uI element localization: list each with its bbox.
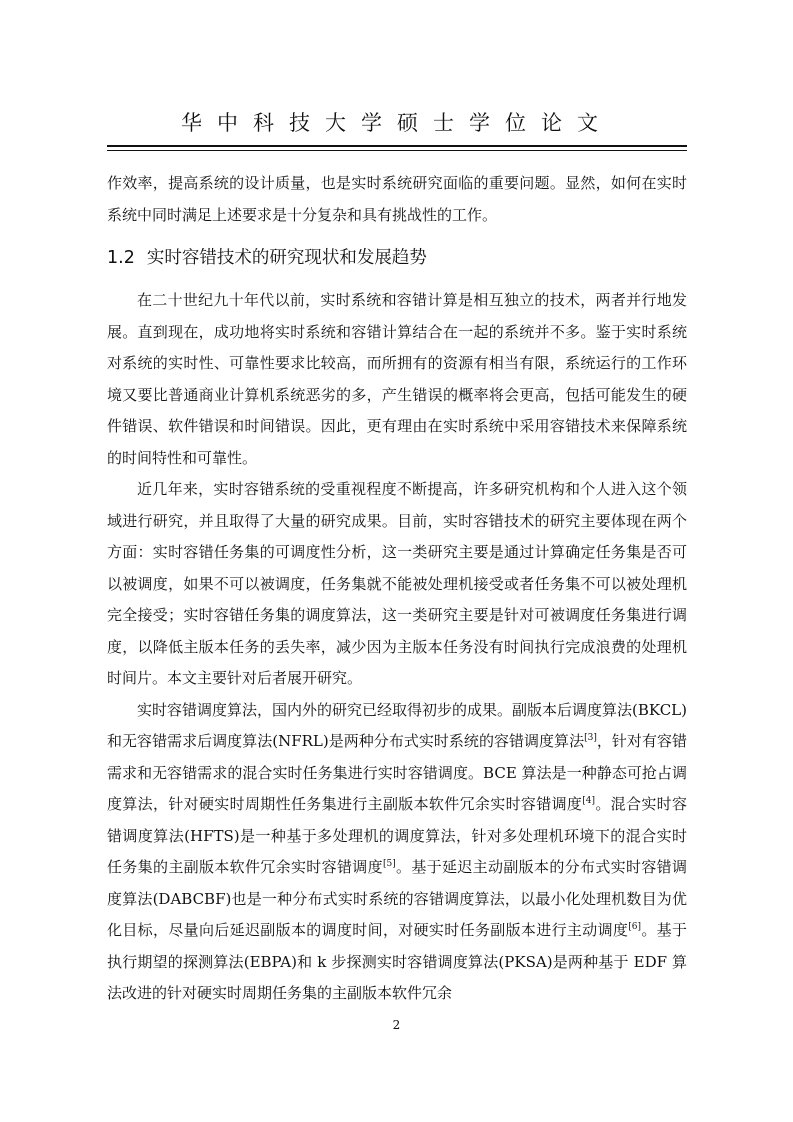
citation-ref: [5] — [382, 859, 396, 869]
citation-ref: [3] — [584, 733, 597, 743]
body-text — [107, 168, 687, 1010]
header-rule-thin — [107, 150, 687, 151]
running-header: 华中科技大学硕士学位论文 — [181, 111, 613, 135]
section-number: 1.2 — [107, 248, 135, 268]
text-run: 。基于延迟主动副版本的分布式实时容错调度算法(DABCBF)也是一种分布式实时系统的容错调度算法，以最小化处理机数目为优化目标，尽量向后延迟副版本的调度时间，对硬实时任务副版本进行主动调度 — [107, 858, 687, 939]
paragraph: 在二十世纪九十年代以前，实时系统和容错计算是相互独立的技术，两者并行地发展。直到现在，成功地将实时系统和容错计算结合在一起的系统并不多。鉴于实时系统对系统的实时性、可靠性要求比较高，而所拥有的资源有相当有限，系统运行的工作环境又要比普通商业计算机系统恶劣的多，产生错误的概率将会更高，包括可能发生的硬件错误、软件错误和时间错误。因此，更有理由在实时系统中采用容错技术来保障系统的时间特性和可靠性。 — [107, 291, 687, 467]
section-heading — [107, 243, 687, 273]
page-number: 2 — [392, 1018, 401, 1032]
paragraph — [107, 695, 687, 1010]
text-run: 。基于执行期望的探测算法(EBPA)和 k 步探测实时容错调度算法(PKSA)是两种基于 EDF 算法改进的针对硬实时周期任务集的主副版本软件冗余 — [107, 921, 687, 1002]
section-title: 实时容错技术的研究现状和发展趋势 — [146, 248, 427, 268]
text-run: ，针对有容错需求和无容错需求的混合实时任务集进行实时容错调度。BCE 算法是一种静态可抢占调度算法，针对硬实时周期性任务集进行主副版本软件冗余实时容错调度 — [107, 732, 687, 813]
text-run: 。混合实时容错调度算法(HFTS)是一种基于多处理机的调度算法，针对多处理机环境下的混合实时任务集的主副版本软件冗余实时容错调度 — [107, 795, 687, 876]
citation-ref: [4] — [582, 796, 595, 806]
header-rule-thick — [107, 145, 687, 147]
paragraph-continued: 作效率，提高系统的设计质量，也是实时系统研究面临的重要问题。显然，如何在实时系统中同时满足上述要求是十分复杂和具有挑战性的工作。 — [107, 174, 687, 224]
paragraph: 近几年来，实时容错系统的受重视程度不断提高，许多研究机构和个人进入这个领域进行研究，并且取得了大量的研究成果。目前，实时容错技术的研究主要体现在两个方面：实时容错任务集的可调度性分析，这一类研究主要是通过计算确定任务集是否可以被调度，如果不可以被调度，任务集就不能被处理机接受或者任务集不可以被处理机完全接受；实时容错任务集的调度算法，这一类研究主要是针对可被调度任务集进行调度，以降低主版本任务的丢失率，减少因为主版本任务没有时间执行完成浪费的处理机时间片。本文主要针对后者展开研究。 — [107, 480, 687, 687]
citation-ref: [6] — [628, 922, 641, 932]
text-run: 实时容错调度算法，国内外的研究已经取得初步的成果。副版本后调度算法(BKCL)和无容错需求后调度算法(NFRL)是两种分布式实时系统的容错调度算法 — [107, 700, 687, 750]
